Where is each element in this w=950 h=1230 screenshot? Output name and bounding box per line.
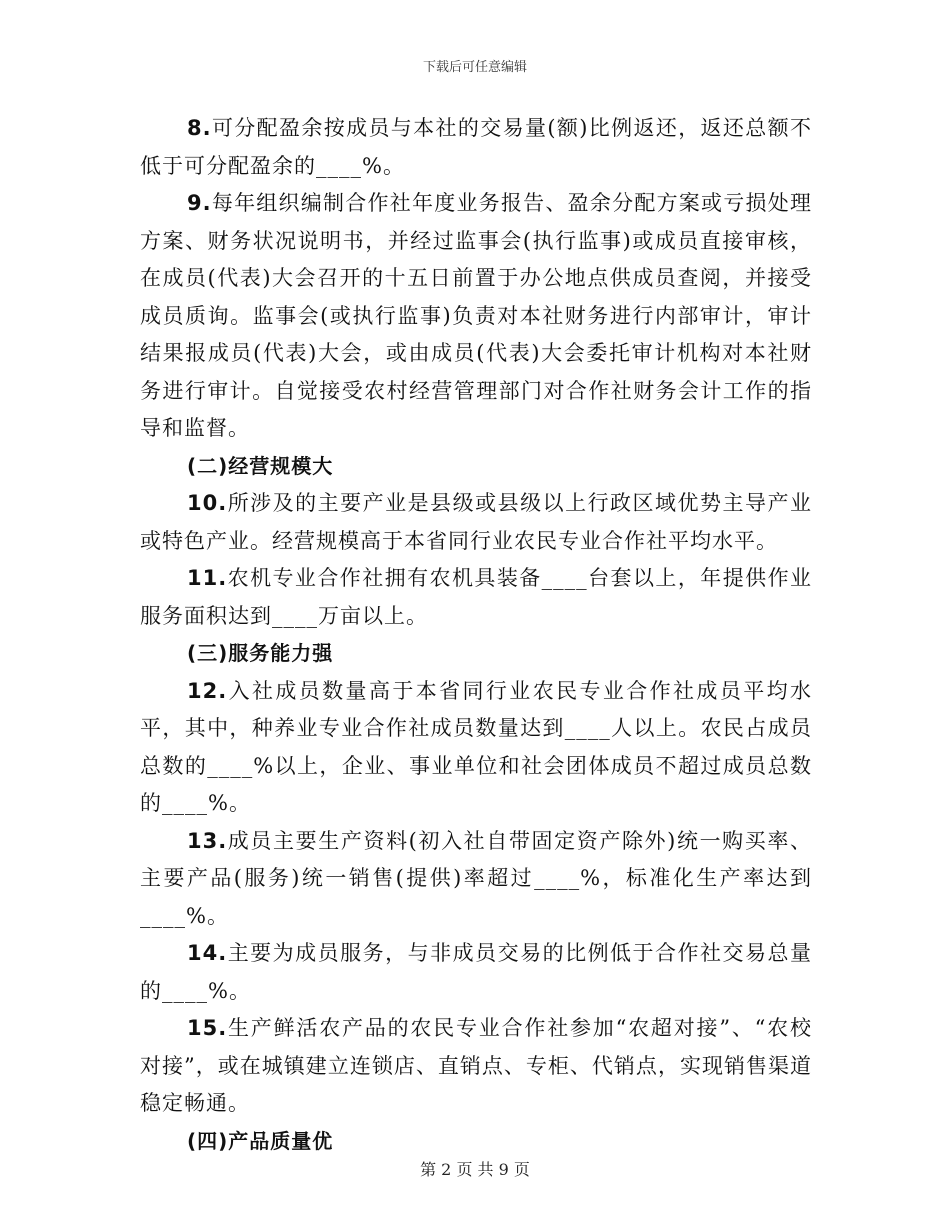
clause-14 [140, 935, 812, 1010]
clause-text: 每年组织编制合作社年度业务报告、盈余分配方案或亏损处理方案、财务状况说明书，并经过监事会(执行监事)或成员直接审核，在成员(代表)大会召开的十五日前置于办公地点供成员查阅，并接受成员质询。监事会(或执行监事)负责对本社财务进行内部审计，审计结果报成员(代表)大会，或由成员(代表)大会委托审计机构对本社财务进行审计。自觉接受农村经营管理部门对合作社财务会计工作的指导和监督。 [140, 191, 812, 440]
clause-number: 10. [187, 491, 228, 515]
section-heading-4: (四)产品质量优 [187, 1128, 334, 1153]
clause-11 [140, 560, 812, 635]
section-heading-2: (二)经营规模大 [187, 453, 334, 478]
clause-12 [140, 673, 812, 823]
clause-number: 9. [187, 191, 212, 215]
clause-8 [140, 110, 812, 185]
page-header: 下载后可任意编辑 [422, 60, 527, 75]
clause-10 [140, 485, 812, 560]
section-heading-3: (三)服务能力强 [187, 641, 334, 665]
clause-text: 入社成员数量高于本省同行业农民专业合作社成员平均水平，其中，种养业专业合作社成员数量达到____人以上。农民占成员总数的____%以上，企业、事业单位和社会团体成员不超过成员总数的____%。 [140, 678, 812, 815]
clause-number: 15. [187, 1016, 228, 1040]
clause-13 [140, 823, 812, 936]
document-body [140, 110, 812, 1160]
clause-text: 农机专业合作社拥有农机具装备____台套以上，年提供作业服务面积达到____万亩以上。 [140, 566, 812, 628]
clause-text: 可分配盈余按成员与本社的交易量(额)比例返还，返还总额不低于可分配盈余的____%。 [140, 116, 812, 178]
clause-number: 11. [187, 566, 228, 590]
clause-9 [140, 185, 812, 448]
clause-text: 所涉及的主要产业是县级或县级以上行政区域优势主导产业或特色产业。经营规模高于本省同行业农民专业合作社平均水平。 [140, 491, 812, 553]
clause-15 [140, 1010, 812, 1123]
clause-number: 14. [187, 941, 228, 965]
clause-number: 13. [187, 828, 228, 853]
clause-number: 8. [187, 116, 212, 140]
page-footer: 第 2 页 共 9 页 [420, 1160, 530, 1179]
clause-text: 主要为成员服务，与非成员交易的比例低于合作社交易总量的____%。 [140, 941, 812, 1003]
clause-number: 12. [187, 678, 228, 703]
clause-text: 生产鲜活农产品的农民专业合作社参加“农超对接”、“农校对接”，或在城镇建立连锁店、直销点、专柜、代销点，实现销售渠道稳定畅通。 [140, 1016, 812, 1115]
clause-text: 成员主要生产资料(初入社自带固定资产除外)统一购买率、主要产品(服务)统一销售(提供)率超过____%，标准化生产率达到____%。 [140, 828, 812, 928]
